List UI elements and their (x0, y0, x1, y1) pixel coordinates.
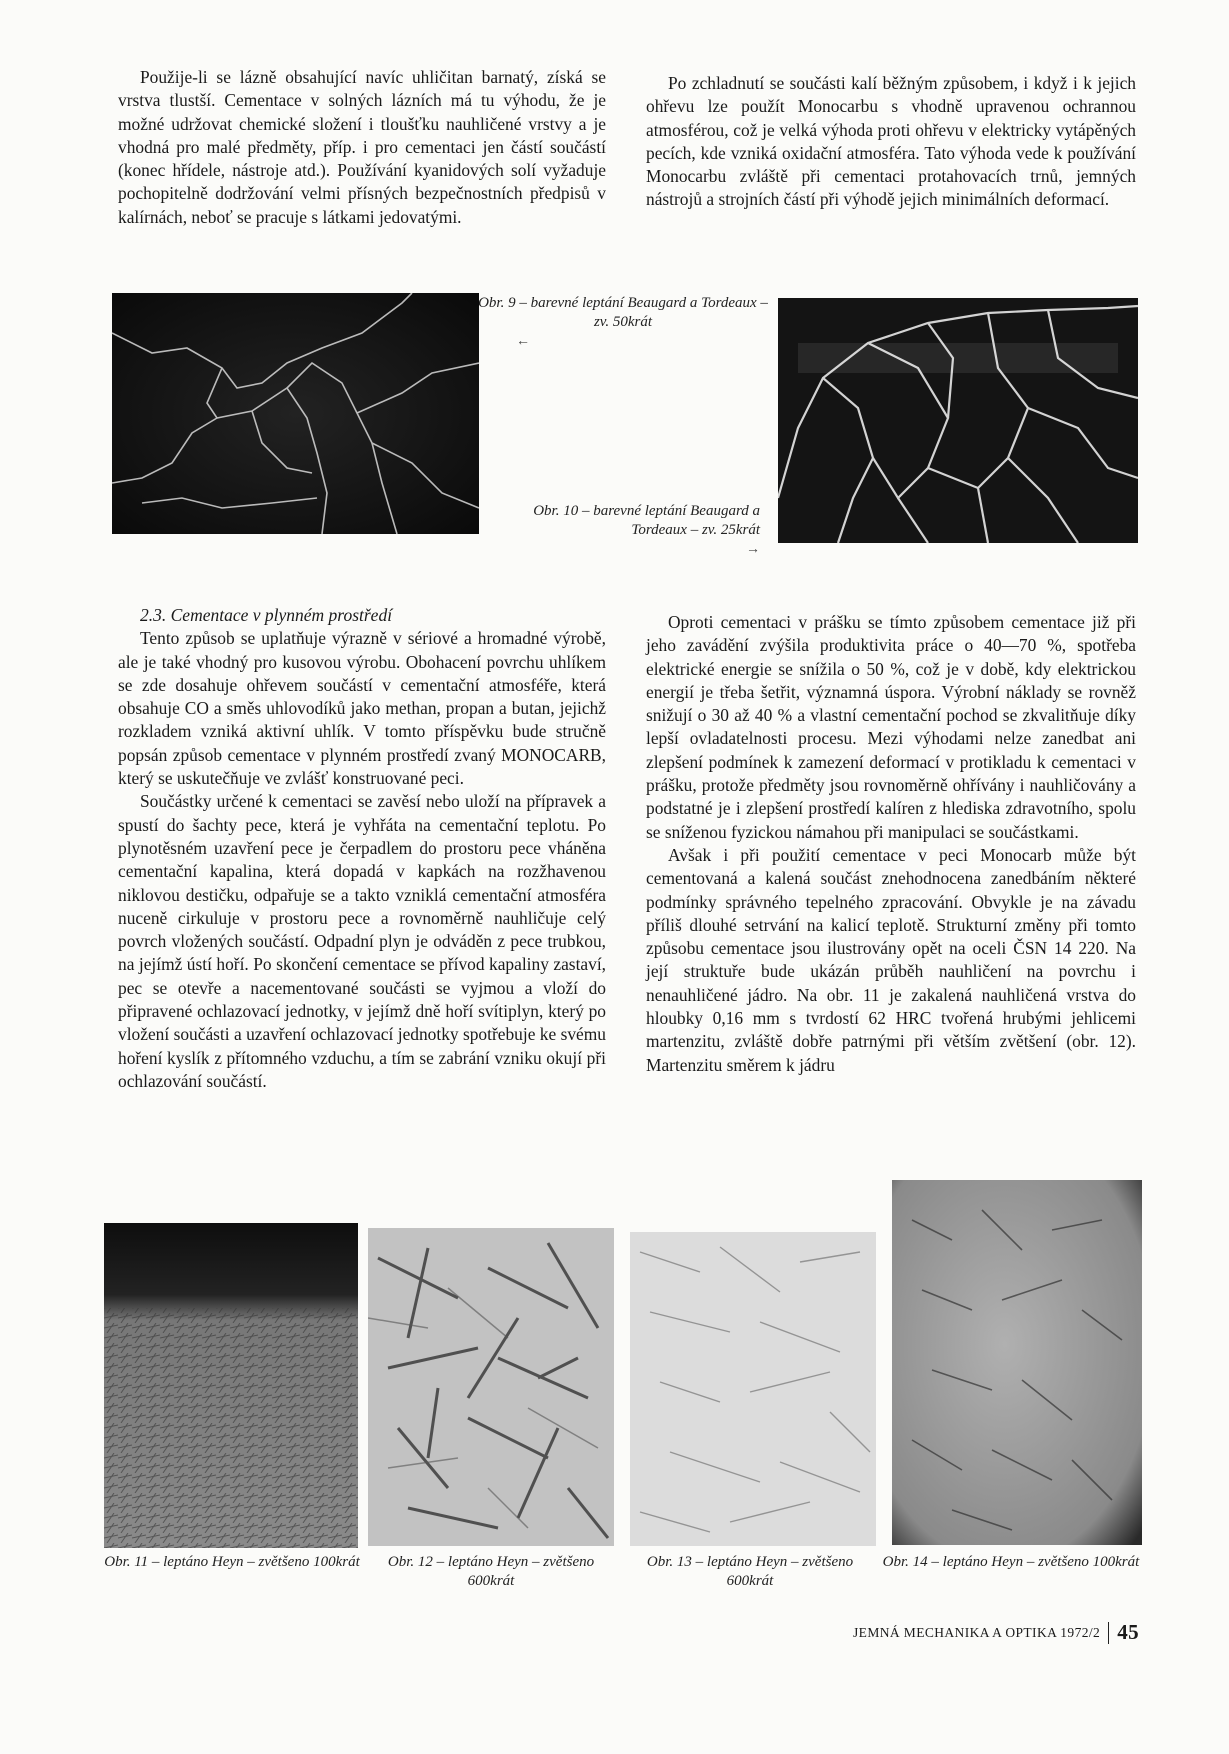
journal-name: JEMNÁ MECHANIKA A OPTIKA 1972/2 (853, 1624, 1101, 1640)
left-paragraph-2: Součástky určené k cementaci se zavěsí nebo uloží na přípravek a spustí do šachty pece, která je vyhřáta na cementační teplotu. Po plynotěsném uzavření pece je čerpadlem do prostoru pece vháněna cementační kapalina, která dopadá v kapkách na rozžhavenou niklovou destičku, odpařuje se a takto vzniklá cementační atmosféra nuceně cirkuluje v prostoru pece a rovnoměrně nauhličuje celý povrch vložených součástí. Odpadní plyn je odváděn z pece trubkou, na jejímž ústí hoří. Po skončení cementace se přívod kapaliny zastaví, pec se otevře a nacementované součásti se vyjmou a vloží do připravené ochlazovací jednotky, v jejímž dně hoří svítiplyn, který po vložení součásti a uzavření ochlazovací jednotky spotřebuje ke svému hoření kyslík z přítomného vzduchu, a tím se zabrání vzniku okují při ochlazování součástí. (118, 791, 606, 1091)
arrow-right-icon: → (746, 542, 760, 557)
figure-10-photo (778, 298, 1138, 543)
top-left-paragraph: Použije-li se lázně obsahující navíc uhličitan barnatý, získá se vrstva tlustší. Cementace v solných lázních má tu výhodu, že je možné udržovat chemické složení i tloušťku nauhličené vrstvy a je vhodná pro malé předměty, příp. i pro cementaci jen částí součástí (konec hřídele, nástroje atd.). Používání kyanidových solí vyžaduje pochopitelně dodržování velmi přísných bezpečnostních předpisů v kalírnách, neboť se pracuje s látkami jedovatými. (118, 67, 606, 227)
figure-14-photo (892, 1180, 1142, 1545)
figure-11-photo (104, 1223, 358, 1548)
figure-11-caption: Obr. 11 – leptáno Heyn – zvětšeno 100krát (104, 1554, 360, 1570)
lower-right-column (646, 611, 1136, 1077)
page-number: 45 (1117, 1620, 1139, 1644)
top-right-paragraph: Po zchladnutí se součásti kalí běžným způsobem, i když i k jejich ohřevu lze použít Monocarbu s vhodně upravenou ochrannou atmosférou, což je velká výhoda proti ohřevu v elektricky vytápěných pecích, kde vzniká oxidační atmosféra. Tato výhoda vede k používání Monocarbu zvláště při cementaci protahovacích trnů, jemných nástrojů a strojních částí při výhodě jejich minimálních deformací. (646, 73, 1136, 210)
figure-13-photo (630, 1232, 876, 1546)
figure-12-caption: Obr. 12 – leptáno Heyn – zvětšeno 600krát (387, 1554, 595, 1589)
figure-13-caption: Obr. 13 – leptáno Heyn – zvětšeno 600krát (646, 1554, 854, 1589)
left-paragraph-1: Tento způsob se uplatňuje výrazně v sériové a hromadné výrobě, ale je také vhodný pro kusovou výrobu. Obohacení povrchu uhlíkem se zde dosahuje ohřevem součástí v cementační atmosféře, která obsahuje CO a směs uhlovodíků jako methan, propan a butan, jejichž rozkladem vzniká aktivní uhlík. V tomto příspěvku bude stručně popsán způsob cementace v plynném prostředí zvaný MONOCARB, který se uskutečňuje ve zvlášť konstruované peci. (118, 628, 606, 789)
figure-9-photo (112, 293, 479, 534)
top-right-column (646, 72, 1136, 212)
figure-9-caption (478, 294, 768, 351)
figure-12-photo (368, 1228, 614, 1546)
figure-14-caption: Obr. 14 – leptáno Heyn – zvětšeno 100krát (882, 1554, 1140, 1570)
figure-10-caption-text: Obr. 10 – barevné leptání Beaugard a Tordeaux – zv. 25krát (533, 503, 760, 538)
footer-divider (1108, 1622, 1109, 1644)
figure-10-caption (510, 502, 760, 559)
figure-9-caption-text: Obr. 9 – barevné leptání Beaugard a Tordeaux – zv. 50krát (478, 295, 768, 330)
top-left-column (118, 66, 606, 229)
right-paragraph-2: Avšak i při použití cementace v peci Monocarb může být cementovaná a kalená součást znehodnocena zanedbáním některé podmínky správného tepelného zpracování. Obvykle je na závadu příliš dlouhé setrvání na kalicí teplotě. Strukturní změny při tomto způsobu cementace jsou ilustrovány opět na oceli ČSN 14 220. Na její struktuře bude ukázán průběh nauhličení na povrchu i nenauhličené jádro. Na obr. 11 je zakalená nauhličená vrstva do hloubky 0,16 mm s tvrdostí 62 HRC tvořená hrubými jehlicemi martenzitu, zvláště dobře patrnými při větším zvětšení (obr. 12). Martenzitu směrem k jádru (646, 844, 1136, 1075)
page-footer (853, 1620, 1139, 1645)
arrow-left-icon: ← (516, 334, 530, 349)
lower-left-column (118, 604, 606, 1093)
section-heading: 2.3. Cementace v plynném prostředí (140, 605, 393, 625)
right-paragraph-1: Oproti cementaci v prášku se tímto způsobem cementace již při jeho zavádění zvýšila produktivita práce o 40—70 %, spotřeba elektrické energie se snížila o 50 %, což je v době, kdy elektrickou energií je třeba šetřit, významná úspora. Výrobní náklady se rovněž snižují o 30 až 40 % a vlastní cementační pochod se zkvalitňuje díky lepší ovladatelnosti procesu. Mezi výhodami nelze zanedbat ani zlepšení podmínek k zamezení deformací v protikladu k cementaci v prášku, protože předměty jsou rovnoměrně ohřívány i nauhličovány a podstatné je i zlepšení prostředí kalíren z hlediska zdravotního, spolu se sníženou fyzickou námahou při manipulaci se součástkami. (646, 612, 1136, 842)
